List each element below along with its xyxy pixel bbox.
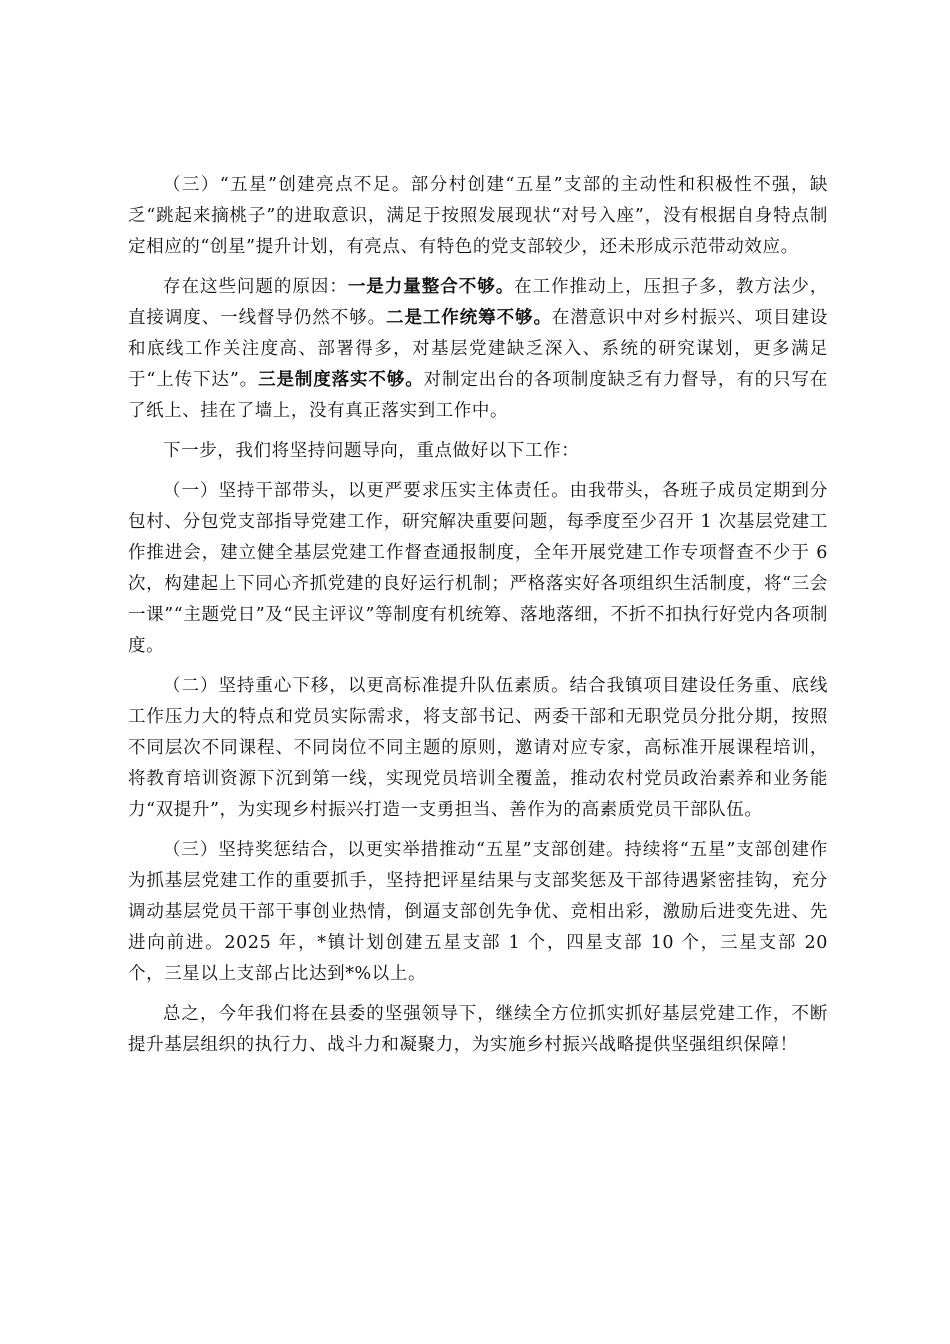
paragraph-conclusion: 总之，今年我们将在县委的坚强领导下，继续全方位抓实抓好基层党建工作，不断提升基层组织的执行力、战斗力和凝聚力，为实施乡村振兴战略提供坚强组织保障！ bbox=[128, 1004, 828, 1055]
cause-two-text: 在潜意识中对乡村振兴、项目建设和底线工作关注度高、部署得多，对基层党建缺乏深入、系统的研究谋划，更多满足于“上传下达”。 bbox=[128, 308, 829, 390]
paragraph-measure-two: （二）坚持重心下移，以更高标准提升队伍素质。结合我镇项目建设任务重、底线工作压力大的特点和党员实际需求，将支部书记、两委干部和无职党员分批分期，按照不同层次不同课程、不同岗位不同主题的原则，邀请对应专家，高标准开展课程培训，将教育培训资源下沉到第一线，实现党员培训全覆盖，推动农村党员政治素养和业务能力“双提升”，为实现乡村振兴打造一支勇担当、善作为的高素质党员干部队伍。 bbox=[128, 676, 828, 820]
paragraph-five-star-highlights: （三）“五星”创建亮点不足。部分村创建“五星”支部的主动性和积极性不强，缺乏“跳起来摘桃子”的进取意识，满足于按照发展现状“对号入座”，没有根据自身特点制定相应的“创星”提升计划，有亮点、有特色的党支部较少，还未形成示范带动效应。 bbox=[128, 175, 828, 257]
paragraph-next-steps-intro: 下一步，我们将坚持问题导向，重点做好以下工作： bbox=[163, 441, 580, 461]
document-body bbox=[128, 170, 828, 1070]
paragraph-causes bbox=[128, 272, 828, 427]
cause-three-text: 对制定出台的各项制度缺乏有力督导，有的只写在了纸上、挂在了墙上，没有真正落实到工作中。 bbox=[128, 370, 829, 421]
cause-three-heading: 三是制度落实不够。 bbox=[258, 370, 424, 390]
paragraph-measure-three: （三）坚持奖惩结合，以更实举措推动“五星”支部创建。持续将“五星”支部创建作为抓基层党建工作的重要抓手，坚持把评星结果与支部奖惩及干部待遇紧密挂钩，充分调动基层党员干部干事创业热情，倒逼支部创先争优、竞相出彩，激励后进变先进、先进向前进。2025 年，*镇计划创建五星支部 1 个，四星支部 10 个，三星支部 20 个，三星以上支部占比达到*%以上。 bbox=[128, 840, 828, 984]
causes-lead-text: 存在这些问题的原因： bbox=[163, 277, 348, 297]
cause-one-text: 在工作推动上，压担子多，教方法少，直接调度、一线督导仍然不够。 bbox=[128, 277, 828, 328]
cause-one-heading: 一是力量整合不够。 bbox=[347, 277, 515, 297]
paragraph-measure-one: （一）坚持干部带头，以更严要求压实主体责任。由我带头，各班子成员定期到分包村、分包党支部指导党建工作，研究解决重要问题，每季度至少召开 1 次基层党建工作推进会，建立健全基层党建工作督查通报制度，全年开展党建工作专项督查不少于 6 次，构建起上下同心齐抓党建的良好运行机制；严格落实好各项组织生活制度，将“三会一课”“主题党日”及“民主评议”等制度有机统筹、落地落细，不折不扣执行好党内各项制度。 bbox=[128, 481, 828, 656]
cause-two-heading: 二是工作统筹不够。 bbox=[386, 308, 552, 328]
